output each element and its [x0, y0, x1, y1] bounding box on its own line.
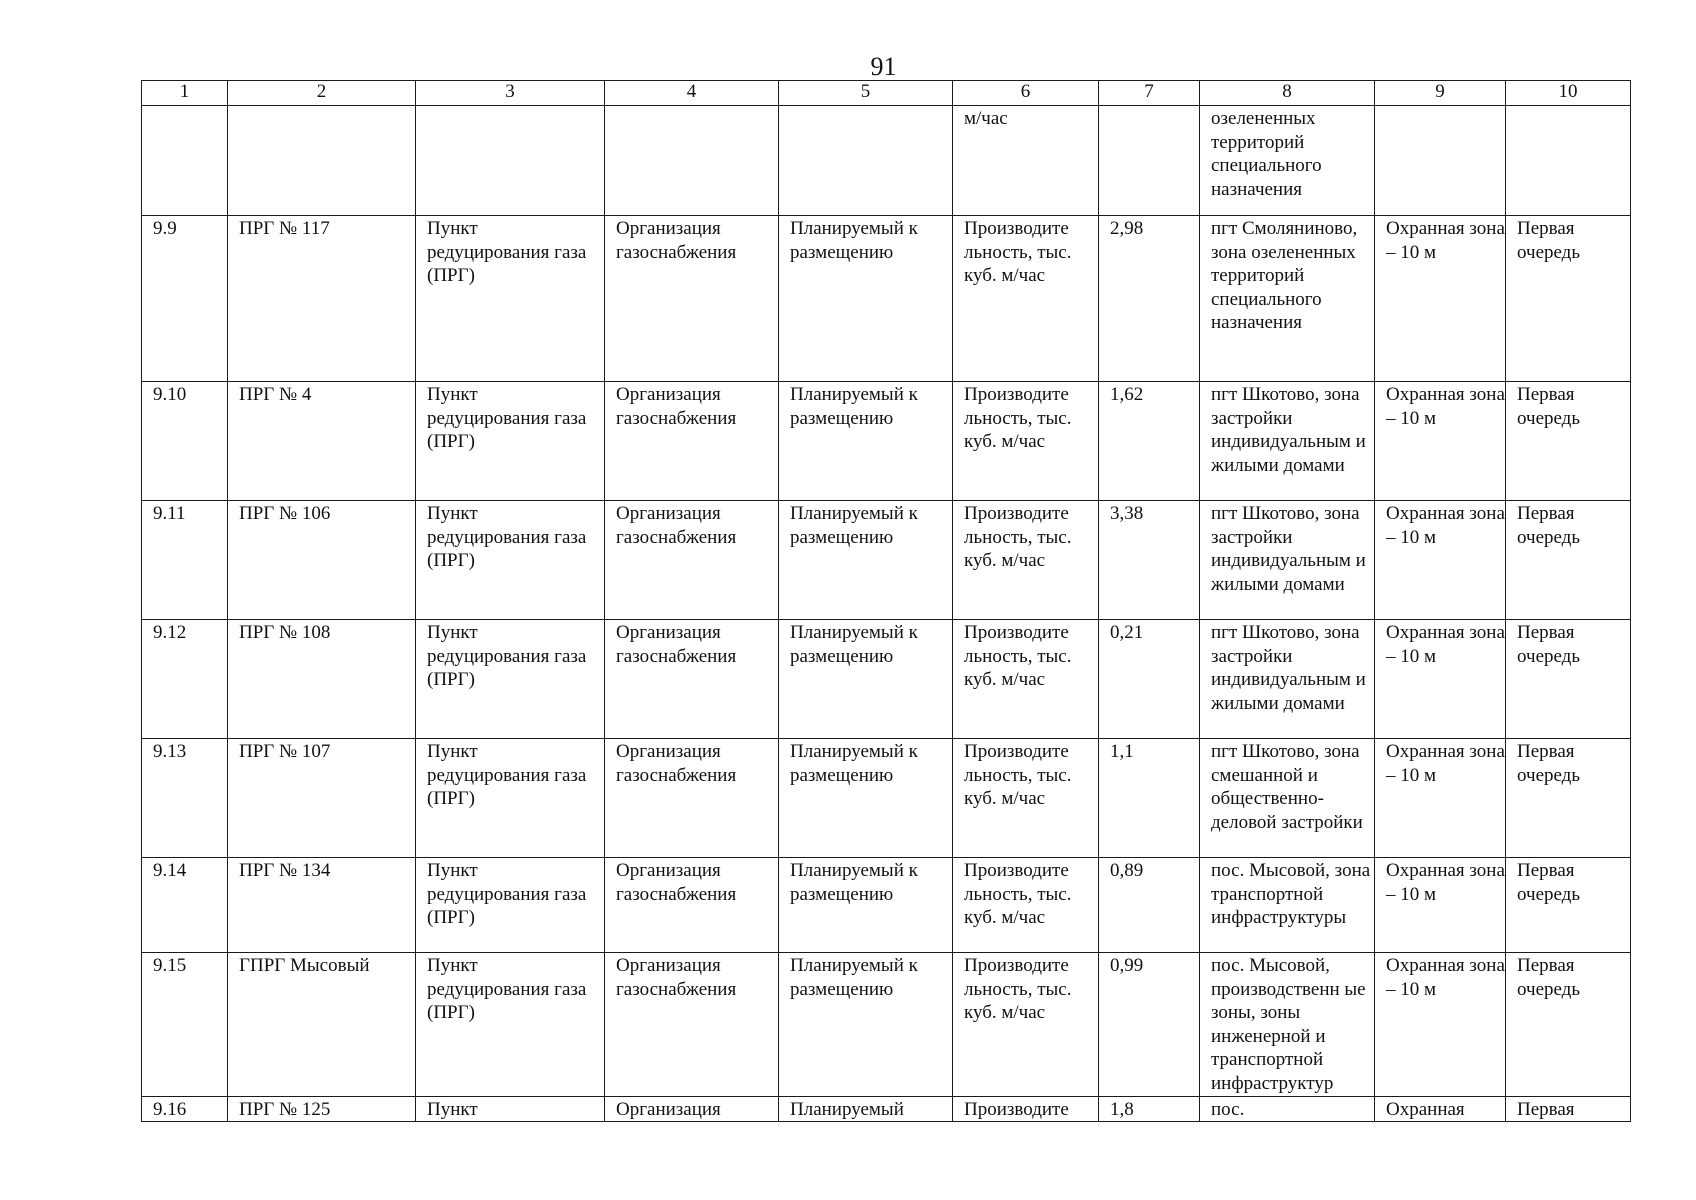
cell-status: Планируемый	[779, 1096, 953, 1122]
table-row	[142, 501, 1631, 620]
cell-object-type: Пункт редуцирования газа (ПРГ)	[416, 382, 605, 501]
cell-characteristic: Производите льность, тыс. куб. м/час	[953, 953, 1099, 1097]
column-number-header: 5	[779, 81, 953, 106]
cell-purpose: Организация газоснабжения	[605, 858, 779, 953]
cell-object-name	[228, 106, 416, 216]
cell-location: пгт Шкотово, зона застройки индивидуальным и жилыми домами	[1200, 382, 1375, 501]
cell-status: Планируемый к размещению	[779, 216, 953, 382]
cell-number	[142, 106, 228, 216]
cell-characteristic: Производите льность, тыс. куб. м/час	[953, 620, 1099, 739]
cell-object-name: ПРГ № 4	[228, 382, 416, 501]
cell-zone: Охранная зона – 10 м	[1375, 382, 1506, 501]
cell-value: 0,89	[1099, 858, 1200, 953]
cell-purpose	[605, 106, 779, 216]
table-body	[142, 81, 1631, 1122]
table-row	[142, 953, 1631, 1097]
cell-stage: Первая	[1506, 1096, 1631, 1122]
column-number-header: 6	[953, 81, 1099, 106]
column-number-header: 1	[142, 81, 228, 106]
cell-location: пос. Мысовой, зона транспортной инфраструктуры	[1200, 858, 1375, 953]
column-number-header: 3	[416, 81, 605, 106]
cell-characteristic: Производите льность, тыс. куб. м/час	[953, 858, 1099, 953]
table-row	[142, 739, 1631, 858]
cell-number: 9.10	[142, 382, 228, 501]
cell-purpose: Организация газоснабжения	[605, 216, 779, 382]
column-number-header: 8	[1200, 81, 1375, 106]
cell-zone: Охранная зона – 10 м	[1375, 501, 1506, 620]
column-number-header: 7	[1099, 81, 1200, 106]
cell-status: Планируемый к размещению	[779, 382, 953, 501]
cell-characteristic: Производите льность, тыс. куб. м/час	[953, 501, 1099, 620]
cell-stage: Первая очередь	[1506, 953, 1631, 1097]
header-row	[142, 81, 1631, 106]
cell-object-name: ПРГ № 107	[228, 739, 416, 858]
cell-object-type	[416, 106, 605, 216]
cell-location: пос. Мысовой, производственн ые зоны, зоны инженерной и транспортной инфраструктур	[1200, 953, 1375, 1097]
cell-purpose: Организация газоснабжения	[605, 620, 779, 739]
cell-object-name: ПРГ № 108	[228, 620, 416, 739]
cell-object-type: Пункт редуцирования газа (ПРГ)	[416, 216, 605, 382]
cell-value: 2,98	[1099, 216, 1200, 382]
cell-stage: Первая очередь	[1506, 858, 1631, 953]
cell-object-type: Пункт редуцирования газа (ПРГ)	[416, 739, 605, 858]
cell-characteristic: Производите	[953, 1096, 1099, 1122]
table-row	[142, 620, 1631, 739]
column-number-header: 4	[605, 81, 779, 106]
cell-status	[779, 106, 953, 216]
cell-status: Планируемый к размещению	[779, 858, 953, 953]
cell-value: 1,8	[1099, 1096, 1200, 1122]
cell-status: Планируемый к размещению	[779, 501, 953, 620]
cell-object-name: ПРГ № 117	[228, 216, 416, 382]
table-row	[142, 382, 1631, 501]
cell-object-type: Пункт редуцирования газа (ПРГ)	[416, 620, 605, 739]
cell-number: 9.12	[142, 620, 228, 739]
table-row	[142, 216, 1631, 382]
cell-status: Планируемый к размещению	[779, 739, 953, 858]
cell-characteristic: Производите льность, тыс. куб. м/час	[953, 382, 1099, 501]
cell-value: 1,62	[1099, 382, 1200, 501]
cell-characteristic: м/час	[953, 106, 1099, 216]
cell-characteristic: Производите льность, тыс. куб. м/час	[953, 216, 1099, 382]
table-row	[142, 106, 1631, 216]
cell-status: Планируемый к размещению	[779, 620, 953, 739]
cell-object-name: ПРГ № 106	[228, 501, 416, 620]
cell-location: пгт Шкотово, зона застройки индивидуальным и жилыми домами	[1200, 501, 1375, 620]
cell-status: Планируемый к размещению	[779, 953, 953, 1097]
cell-number: 9.11	[142, 501, 228, 620]
cell-object-type: Пункт редуцирования газа (ПРГ)	[416, 501, 605, 620]
data-table	[141, 80, 1631, 1122]
cell-object-type: Пункт редуцирования газа (ПРГ)	[416, 953, 605, 1097]
page-number: 91	[870, 52, 897, 81]
cell-location: пгт Шкотово, зона застройки индивидуальным и жилыми домами	[1200, 620, 1375, 739]
column-number-header: 2	[228, 81, 416, 106]
cell-purpose: Организация	[605, 1096, 779, 1122]
table-row	[142, 858, 1631, 953]
cell-zone: Охранная зона – 10 м	[1375, 739, 1506, 858]
cell-value: 1,1	[1099, 739, 1200, 858]
cell-stage: Первая очередь	[1506, 620, 1631, 739]
cell-purpose: Организация газоснабжения	[605, 382, 779, 501]
cell-object-type: Пункт	[416, 1096, 605, 1122]
cell-object-type: Пункт редуцирования газа (ПРГ)	[416, 858, 605, 953]
cell-value: 3,38	[1099, 501, 1200, 620]
cell-value	[1099, 106, 1200, 216]
cell-stage: Первая очередь	[1506, 382, 1631, 501]
cell-number: 9.13	[142, 739, 228, 858]
cell-object-name: ПРГ № 134	[228, 858, 416, 953]
cell-value: 0,21	[1099, 620, 1200, 739]
cell-location: пгт Шкотово, зона смешанной и общественно-деловой застройки	[1200, 739, 1375, 858]
column-number-header: 10	[1506, 81, 1631, 106]
cell-zone: Охранная зона – 10 м	[1375, 216, 1506, 382]
column-number-header: 9	[1375, 81, 1506, 106]
cell-stage: Первая очередь	[1506, 739, 1631, 858]
cell-zone	[1375, 106, 1506, 216]
cell-zone: Охранная зона – 10 м	[1375, 858, 1506, 953]
cell-stage	[1506, 106, 1631, 216]
cell-number: 9.9	[142, 216, 228, 382]
cell-value: 0,99	[1099, 953, 1200, 1097]
cell-characteristic: Производите льность, тыс. куб. м/час	[953, 739, 1099, 858]
cell-location: пос.	[1200, 1096, 1375, 1122]
cell-zone: Охранная зона – 10 м	[1375, 620, 1506, 739]
cell-number: 9.16	[142, 1096, 228, 1122]
cell-stage: Первая очередь	[1506, 501, 1631, 620]
cell-zone: Охранная зона – 10 м	[1375, 953, 1506, 1097]
cell-object-name: ПРГ № 125	[228, 1096, 416, 1122]
cell-stage: Первая очередь	[1506, 216, 1631, 382]
cell-purpose: Организация газоснабжения	[605, 739, 779, 858]
cell-zone: Охранная	[1375, 1096, 1506, 1122]
cell-location: озелененных территорий специального назначения	[1200, 106, 1375, 216]
cell-number: 9.15	[142, 953, 228, 1097]
cell-number: 9.14	[142, 858, 228, 953]
cell-location: пгт Смоляниново, зона озелененных территорий специального назначения	[1200, 216, 1375, 382]
table-row	[142, 1096, 1631, 1122]
cell-purpose: Организация газоснабжения	[605, 501, 779, 620]
cell-purpose: Организация газоснабжения	[605, 953, 779, 1097]
cell-object-name: ГПРГ Мысовый	[228, 953, 416, 1097]
